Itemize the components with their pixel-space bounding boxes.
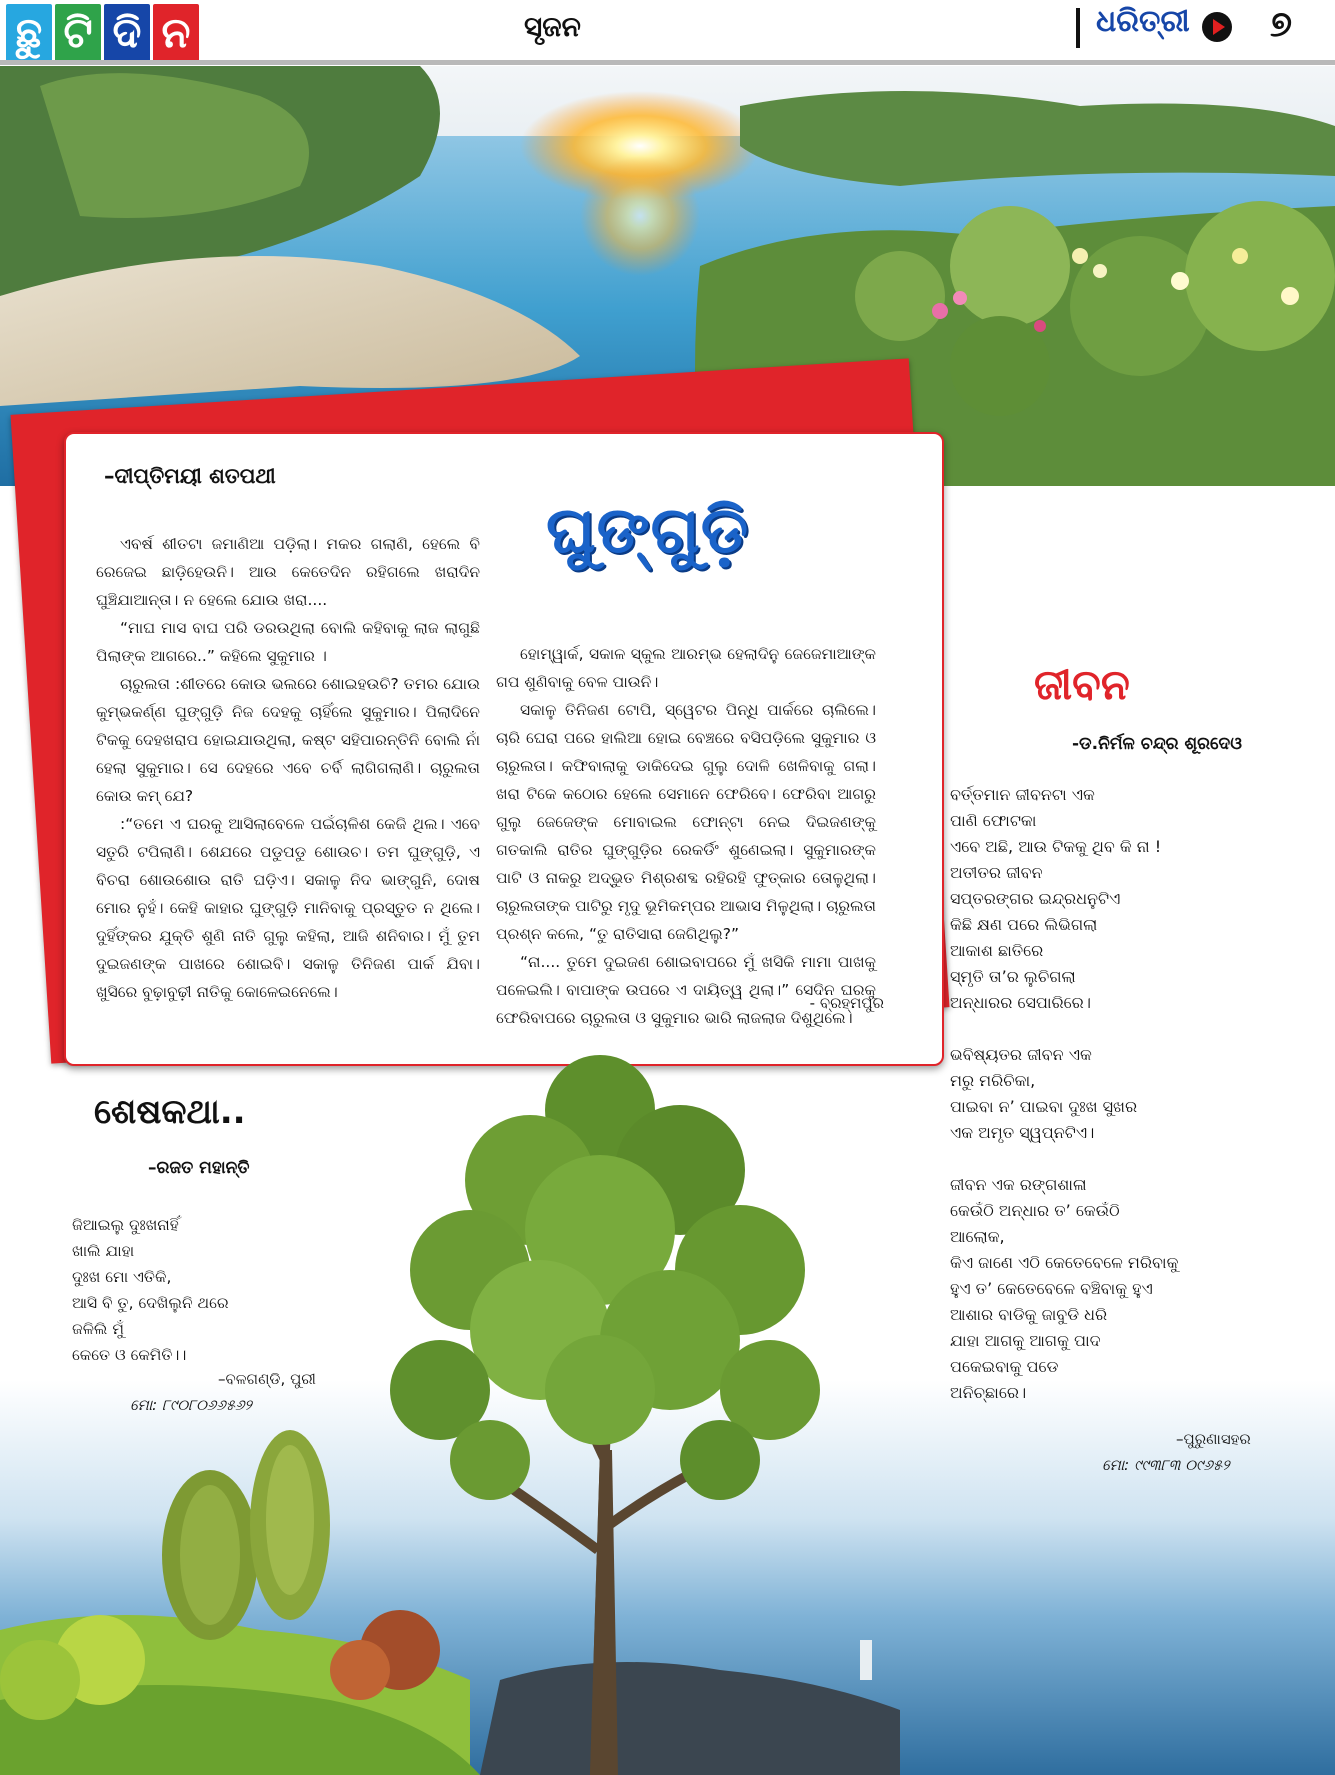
poem-line: ଭବିଷ୍ୟତର ଜୀବନ ଏକ — [950, 1045, 1092, 1064]
story-paragraph: “ମାଘ ମାସ ବାଘ ପରି ଡରଉଥିଲା ବୋଲି କହିବାକୁ ଲାଜ ଲାଗୁଛି ପିଲାଙ୍କ ଆଗରେ..” କହିଲେ ସୁକୁମାର । — [96, 619, 480, 665]
poem-sesha-body — [72, 1212, 372, 1368]
poem-line: ସପ୍ତରଙ୍ଗର ଇନ୍ଦ୍ରଧନୁଟିଏ — [950, 889, 1121, 908]
masthead-letter: ନ — [153, 4, 199, 62]
poem-line: ଅନିଚ୍ଛାରେ। — [950, 1383, 1027, 1402]
poem-sesha-author: –ରଜତ ମହାନ୍ତି — [148, 1158, 250, 1178]
brand-divider — [1076, 8, 1080, 48]
poem-line: ଆଲୋକ, — [950, 1227, 1005, 1246]
poem-line: ଜଳିଲି ମୁଁ — [72, 1320, 124, 1338]
poem-line: କିଏ ଜାଣେ ଏଠି କେତେବେଳେ ମରିବାକୁ — [950, 1253, 1179, 1272]
story-column-1 — [96, 530, 480, 1006]
poem-line: ଏକ ଅମୃତ ସ୍ୱପ୍ନଟିଏ। — [950, 1123, 1095, 1142]
poem-line: ଆସି ବି ତୁ, ଦେଖିଲୁନି ଥରେ — [72, 1294, 229, 1312]
story-box — [64, 432, 944, 1066]
poem-line: ଆଶାର ବାଡିକୁ ଜାବୁଡି ଧରି — [950, 1305, 1108, 1324]
poem-jibana-title: ଜୀବନ — [1034, 660, 1130, 709]
poem-line: ଜୀବନ ଏକ ରଙ୍ଗଶାଳା — [950, 1175, 1087, 1194]
poem-line: ବର୍ତ୍ତମାନ ଜୀବନଟା ଏକ — [950, 785, 1095, 804]
poem-line: କେତେ ଓ କେମିତି।। — [72, 1346, 187, 1364]
poem-line: କେଉଁଠି ଅନ୍ଧାର ତ’ କେଉଁଠି — [950, 1201, 1120, 1220]
story-paragraph: ଚାରୁଲତା :ଶୀତରେ କୋଉ ଭଲରେ ଶୋଇହଉଚି? ତମର ଯୋଉ କୁମ୍ଭକର୍ଣ୍ଣ ଘୁଙ୍ଗୁଡ଼ି ନିଜ ଦେହକୁ ଚାହିଁଲେ ସୁକୁମାର। ପିଲାଦିନେ ଟିକକୁ ଦେହଖରାପ ହୋଇଯାଉଥିଲା, କଷ୍ଟ ସହିପାରନ୍ତିନି ବୋଲି ନାଁ ହେଲା ସୁକୁମାର। ସେ ଦେହରେ ଏବେ ଚର୍ବି ଲାଗିଗଲାଣି। ଚାରୁଲତା କୋଉ କମ୍ ଯେ? — [96, 675, 480, 805]
poem-stanza — [950, 782, 1320, 1016]
poem-sesha-phone: ମୋ: ୮୯୦୮୦୬୬୫୬୨ — [130, 1396, 252, 1414]
story-column-2 — [496, 640, 876, 1032]
poem-sesha-place: –ବଳଗଣ୍ଡି, ପୁରୀ — [218, 1370, 316, 1388]
poem-sesha-title: ଶେଷକଥା.. — [94, 1092, 246, 1132]
poem-line: ହୁଏ ତ’ କେତେବେଳେ ବଞ୍ଚିବାକୁ ହୁଏ — [950, 1279, 1153, 1298]
poem-jibana-author: -ଡ.ନିର୍ମଳ ଚନ୍ଦ୍ର ଶୂରଦେଓ — [1072, 734, 1242, 754]
page-number: ୭ — [1270, 4, 1293, 45]
poem-line: ଅତୀତର ଜୀବନ — [950, 863, 1043, 882]
poem-line: ଖାଲି ଯାହା — [72, 1242, 135, 1260]
poem-jibana-body — [950, 782, 1320, 1432]
story-author: –ଦୀପ୍ତିମୟୀ ଶତପଥୀ — [104, 464, 276, 488]
poem-line: ଏବେ ଅଛି, ଆଉ ଟିକକୁ ଥିବ କି ନା ! — [950, 837, 1162, 856]
poem-line: କିଛି କ୍ଷଣ ପରେ ଲିଭିଗଲା — [950, 915, 1098, 934]
story-paragraph: ହୋମ୍‌ୱାର୍କ, ସକାଳ ସ୍କୁଲ ଆରମ୍ଭ ହେଲାଦିନୁ ଜେଜେମାଆଙ୍କ ଗପ ଶୁଣିବାକୁ ବେଳ ପାଉନି। — [496, 645, 876, 691]
masthead-letter: ଛୁ — [6, 4, 52, 62]
story-paragraph: :“ତମେ ଏ ଘରକୁ ଆସିଲାବେଳେ ପଇଁଚାଳିଶ କେଜି ଥିଲ। ଏବେ ସତୁରି ଟପିଲାଣି। ଶେଯରେ ପଡୁପଡୁ ଶୋଉଚ। ତମ ଘୁଙ୍ଗୁଡ଼ି, ଏ ବିଚରା ଶୋଉଶୋଉ ରାତି ଘଡ଼ିଏ। ସକାଳୁ ନିଦ ଭାଙ୍ଗୁନି, ଦୋଷ ମୋର ନୁହଁ। କେହି କାହାର ଘୁଙ୍ଗୁଡ଼ି ମାନିବାକୁ ପ୍ରସ୍ତୁତ ନ ଥିଲେ। ଦୁହିଁଙ୍କର ଯୁକ୍ତି ଶୁଣି ନାତି ଗୁଲୁ କହିଲା, ଆଜି ଶନିବାର। ମୁଁ ତୁମ ଦୁଇଜଣଙ୍କ ପାଖରେ ଶୋଇବି। ସକାଳୁ ତିନିଜଣ ପାର୍କ ଯିବା। ଖୁସିରେ ବୁଢ଼ାବୁଢ଼ୀ ନାତିକୁ କୋଳେଇନେଲେ। — [96, 815, 480, 1001]
poem-line: ଅନ୍ଧାରର ସେପାରିରେ। — [950, 993, 1092, 1012]
poem-stanza — [950, 1172, 1320, 1406]
story-paragraph: ଏବର୍ଷ ଶୀତଟା ଜମାଣିଆ ପଡ଼ିଲା। ମକର ଗଲାଣି, ହେଲେ ବି ରେଜେଇ ଛାଡ଼ିହେଉନି। ଆଉ କେତେଦିନ ରହିଗଲେ ଖରାଦିନ ଘୁଞ୍ଚିଯାଆନ୍ତା। ନ ହେଲେ ଯୋଉ ଖରା.... — [96, 535, 480, 609]
poem-line: ପାଇବା ନ’ ପାଇବା ଦୁଃଖ ସୁଖର — [950, 1097, 1138, 1116]
masthead-letter: ଦି — [104, 4, 150, 62]
poem-line: ଆକାଶ ଛାତିରେ — [950, 941, 1044, 960]
poem-line: ମରୁ ମରିଚିକା, — [950, 1071, 1036, 1090]
poem-line: ସ୍ମୃତି ତା’ର ଲୁଚିଗଲା — [950, 967, 1076, 986]
poem-line: ଦୁଃଖ ମୋ ଏତିକି, — [72, 1268, 172, 1286]
masthead-letter: ଟି — [55, 4, 101, 62]
poem-jibana-phone: ମୋ: ୯୯୩୮୩ ୦୯୬୫୨ — [1102, 1456, 1230, 1474]
story-paragraph: ସକାଳୁ ତିନିଜଣ ଟୋପି, ସ୍ୱେଟର ପିନ୍ଧି ପାର୍କରେ ଚାଲିଲେ। ଚାରି ଘେରା ପରେ ହାଲିଆ ହୋଇ ବେଞ୍ଚରେ ବସିପଡ଼ିଲେ ସୁକୁମାର ଓ ଚାରୁଲତା। କଫିବାଲାକୁ ଡାକିଦେଇ ଗୁଲୁ ଦୋଳି ଖେଳିବାକୁ ଗଲା। ଖରା ଟିକେ କଠୋର ହେଲେ ସେମାନେ ଫେରିବେ। ଫେରିବା ଆଗରୁ ଗୁଲୁ ଜେଜେଙ୍କ ମୋବାଇଲ ଫୋନ୍‌ଟା ନେଇ ଦିଇଜଣଙ୍କୁ ଗତକାଲି ରାତିର ଘୁଙ୍ଗୁଡ଼ିର ରେକର୍ଡିଂ ଶୁଣେଇଲା। ସୁକୁମାରଙ୍କ ପାଟି ଓ ନାକରୁ ଅଦ୍ଭୁତ ମିଶ୍ରଶବ୍ଦ ରହିରହି ଫୁତ୍କାର ତୋଳୁଥିଲା। ଚାରୁଲତାଙ୍କ ପାଟିରୁ ମୃଦୁ ଭୂମିକମ୍ପର ଆଭାସ ମିଳୁଥିଲା। ଚାରୁଲତା ପ୍ରଶ୍ନ କଲେ, “ତୁ ରାତିସାରା ଜେଗିଥିଲୁ?” — [496, 701, 876, 943]
poem-line: ଜିଆଇଲୁ ଦୁଃଖନାହିଁ — [72, 1216, 179, 1234]
story-paragraph: “ନା.... ତୁମେ ଦୁଇଜଣ ଶୋଇବାପରେ ମୁଁ ଖସିକି ମାମା ପାଖକୁ ପଳେଇଲି। ବାପାଙ୍କ ଉପରେ ଏ ଦାୟିତ୍ୱ ଥିଲା।” ସେଦିନ ଘରକୁ ଫେରିବାପରେ ଚାରୁଲତା ଓ ସୁକୁମାର ଭାରି ଲାଜଲାଜ ଦିଶୁଥିଲେ। — [496, 953, 876, 1027]
poem-line: ପକେଇବାକୁ ପଡେ — [950, 1357, 1059, 1376]
masthead-logo — [6, 4, 199, 62]
page-header — [0, 0, 1335, 62]
poem-jibana-place: –ପୁରୁଣାସହର — [1176, 1430, 1251, 1448]
poem-line: ଯାହା ଆଗକୁ ଆଗକୁ ପାଦ — [950, 1331, 1101, 1350]
header-rule — [0, 60, 1335, 65]
story-place: - ବ୍ରହ୍ମପୁର — [809, 994, 884, 1012]
poem-stanza — [950, 1042, 1320, 1146]
story-title: ଘୁଙ୍ଗୁଡ଼ି — [546, 494, 750, 568]
section-title: ସୃଜନ — [524, 10, 581, 43]
brand-logo: ଧରିତ୍ରୀ — [1096, 4, 1190, 39]
play-icon — [1202, 12, 1232, 42]
tree-illustration — [380, 1030, 830, 1775]
poem-line: ପାଣି ଫୋଟକା — [950, 811, 1037, 830]
